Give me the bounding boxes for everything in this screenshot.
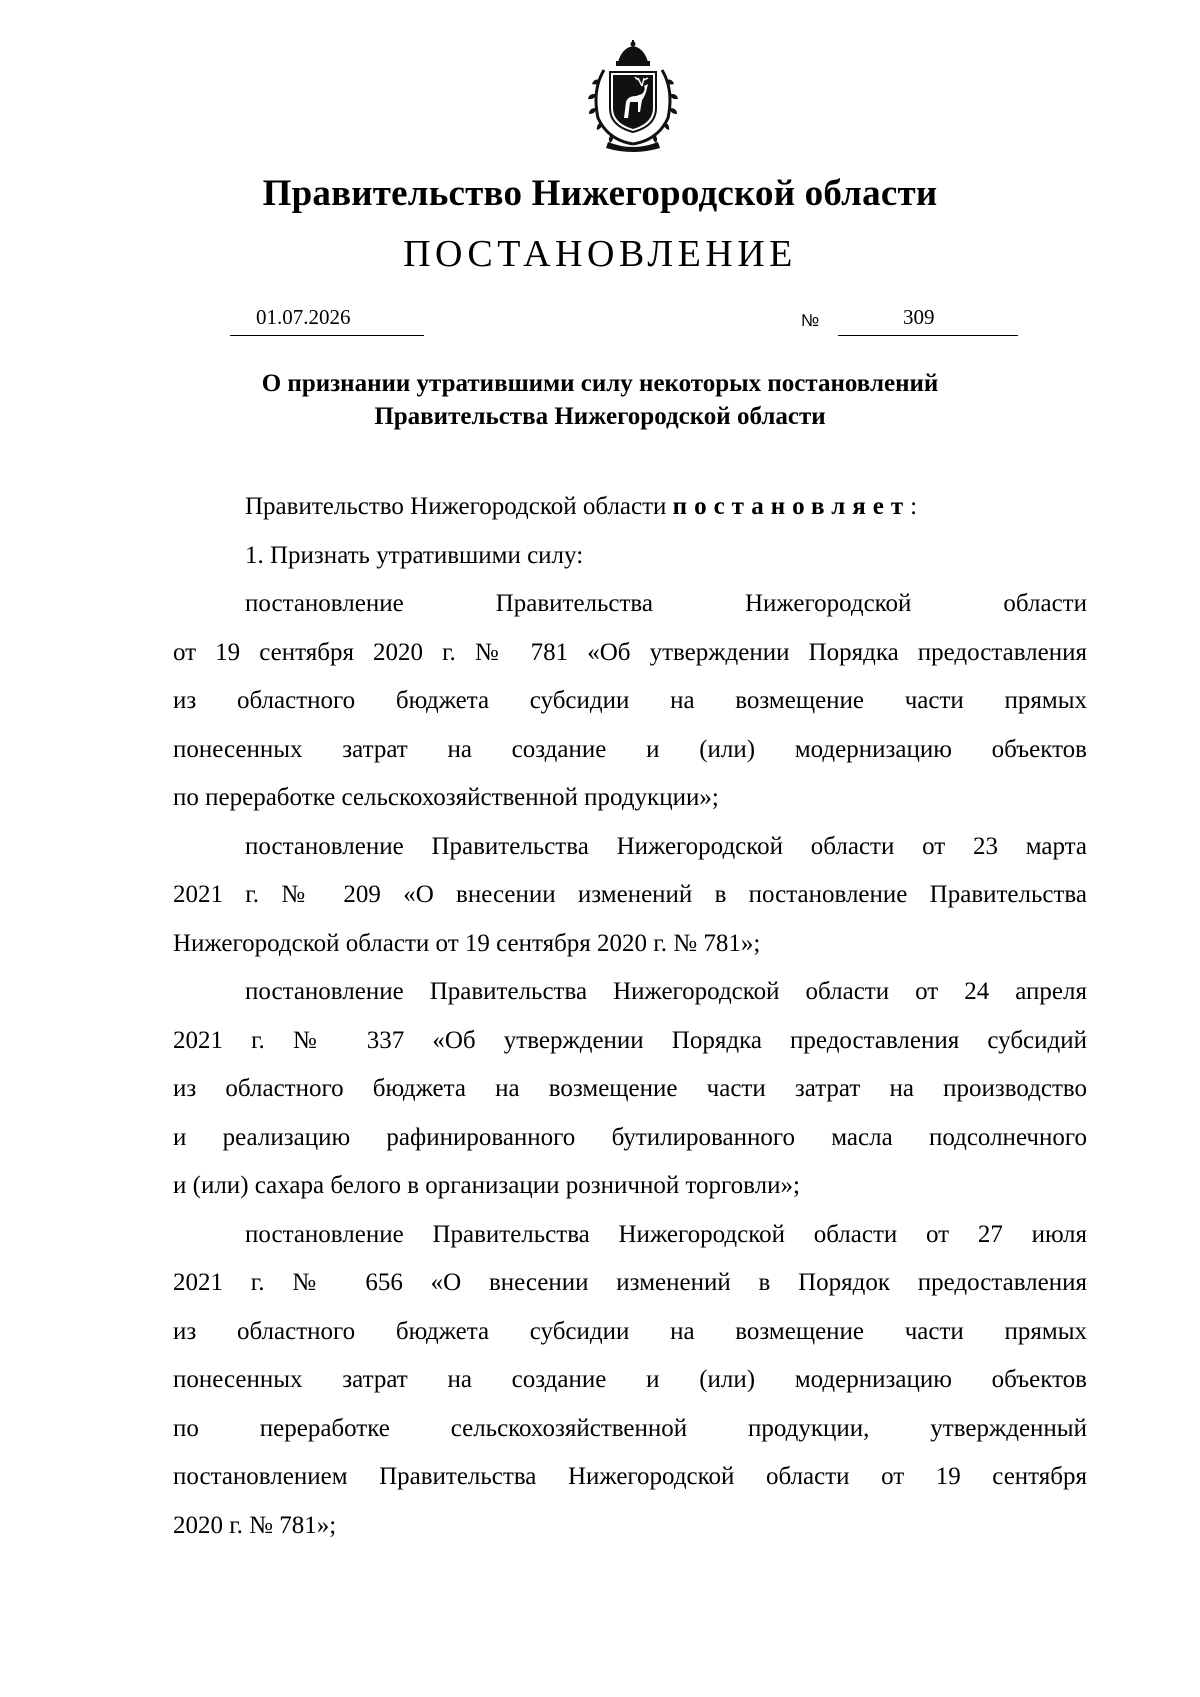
- body-line: из областного бюджета субсидии на возмещение части прямых: [173, 1317, 1087, 1345]
- body-line: 2020 г. № 781»;: [173, 1511, 337, 1539]
- decree-verb: постановляет: [672, 493, 911, 520]
- document-date: 01.07.2026: [256, 305, 351, 329]
- issuing-authority: Правительство Нижегородской области: [262, 173, 938, 214]
- body-line: 1. Признать утратившими силу:: [245, 541, 584, 569]
- body-line: из областного бюджета субсидии на возмещение части прямых: [173, 687, 1087, 714]
- body-line: 2021 г. № 656 «О внесении изменений в Порядок предоставления: [173, 1269, 1087, 1296]
- subject-line: Правительства Нижегородской области: [374, 403, 826, 430]
- document-type: ПОСТАНОВЛЕНИЕ: [403, 233, 797, 275]
- preamble-tail: :: [910, 493, 918, 520]
- body-line: и реализацию рафинированного бутилированного масла подсолнечного: [173, 1123, 1087, 1151]
- date-field: [230, 305, 424, 336]
- body-line: постановление Правительства Нижегородской области от 23 марта: [245, 832, 1087, 860]
- document-body: [173, 492, 1087, 1559]
- number-field: [838, 305, 1018, 336]
- body-line: понесенных затрат на создание и (или) модернизацию объектов: [173, 735, 1087, 763]
- body-line: постановление Правительства Нижегородской области от 24 апреля: [245, 978, 1087, 1005]
- document-subject: [0, 367, 1200, 433]
- body-line: постановление Правительства Нижегородской области от 27 июля: [245, 1220, 1087, 1248]
- body-line: понесенных затрат на создание и (или) модернизацию объектов: [173, 1366, 1087, 1393]
- preamble: [173, 492, 1087, 541]
- body-line: постановление Правительства Нижегородской области: [245, 590, 1087, 617]
- number-label: №: [801, 311, 820, 330]
- body-line: 2021 г. № 337 «Об утверждении Порядка предоставления субсидий: [173, 1026, 1087, 1054]
- body-line: от 19 сентября 2020 г. № 781 «Об утверждении Порядка предоставления: [173, 638, 1087, 666]
- subject-line: О признании утратившими силу некоторых постановлений: [261, 370, 939, 397]
- body-line: из областного бюджета на возмещение части затрат на производство: [173, 1075, 1087, 1102]
- body-line: по переработке сельскохозяйственной продукции»;: [173, 784, 719, 811]
- body-line: постановлением Правительства Нижегородской области от 19 сентября: [173, 1463, 1087, 1490]
- preamble-text: Правительство Нижегородской области: [245, 493, 673, 520]
- coat-of-arms-icon: [578, 40, 688, 152]
- body-line: 2021 г. № 209 «О внесении изменений в постановление Правительства: [173, 881, 1087, 908]
- body-line: и (или) сахара белого в организации розничной торговли»;: [173, 1172, 800, 1199]
- body-line: Нижегородской области от 19 сентября 2020 г. № 781»;: [173, 929, 761, 957]
- body-line: по переработке сельскохозяйственной продукции, утвержденный: [173, 1414, 1087, 1442]
- document-number: 309: [903, 305, 935, 329]
